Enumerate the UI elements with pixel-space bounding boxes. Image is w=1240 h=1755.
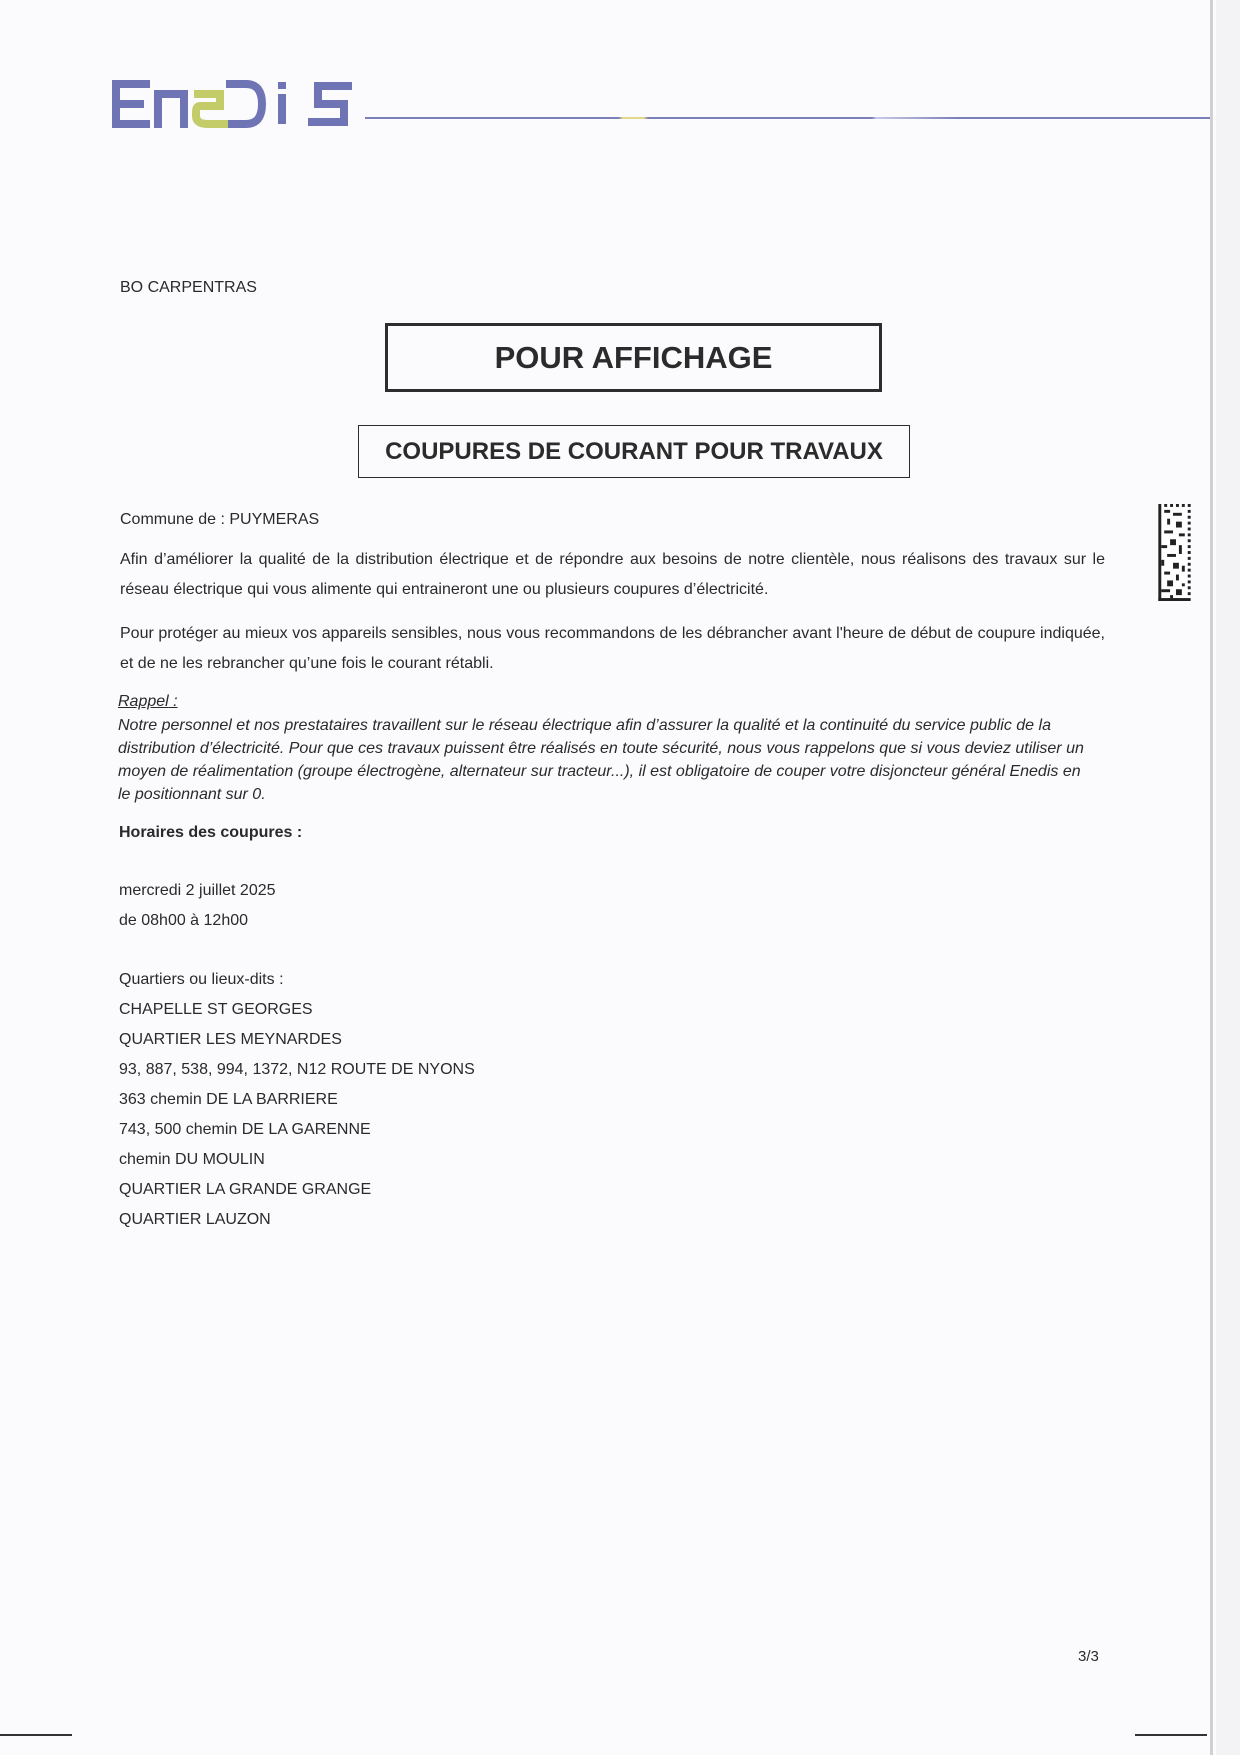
- footer-rule-right: [1135, 1734, 1207, 1736]
- list-item: 93, 887, 538, 994, 1372, N12 ROUTE DE NYONS: [119, 1061, 475, 1078]
- list-item: QUARTIER LES MEYNARDES: [119, 1031, 342, 1048]
- page-number: 3/3: [1078, 1648, 1099, 1665]
- datamatrix-code: [1158, 504, 1191, 601]
- list-item: CHAPELLE ST GEORGES: [119, 1001, 313, 1018]
- schedule-time: de 08h00 à 12h00: [119, 912, 249, 929]
- rappel-text: Notre personnel et nos prestataires travaillent sur le réseau électrique afin d’assurer la qualité et la continuité du service public de la distribution d’électricité. Pour que ces travaux puissent être réalisés en toute sécurité, nous vous rappelons que si vous deviez utiliser un moyen de réalimentation (groupe électrogène, alternateur sur tracteur...), il est obligatoire de couper votre disjoncteur général Enedis en le positionnant sur 0.: [118, 717, 1084, 803]
- list-item: QUARTIER LAUZON: [119, 1211, 271, 1228]
- schedule-date: mercredi 2 juillet 2025: [119, 882, 276, 899]
- notice-title: POUR AFFICHAGE: [385, 323, 882, 392]
- commune-line: Commune de : PUYMERAS: [120, 511, 320, 528]
- header-rule: [365, 117, 1210, 119]
- schedule-heading: Horaires des coupures :: [119, 824, 303, 841]
- rappel-label: Rappel :: [118, 693, 178, 710]
- enedis-logo: [112, 78, 352, 130]
- intro-paragraph: Afin d’améliorer la qualité de la distribution électrique et de répondre aux besoins de notre clientèle, nous réalisons des travaux sur le réseau électrique qui vous alimente qui entraineront une ou plusieurs coupures d’électricité.: [120, 551, 1105, 598]
- advice-paragraph: Pour protéger au mieux vos appareils sensibles, nous vous recommandons de les débrancher avant l'heure de début de coupure indiquée, et de ne les rebrancher qu’une fois le courant rétabli.: [120, 625, 1105, 672]
- scan-margin: [1216, 0, 1240, 1755]
- office-name: BO CARPENTRAS: [120, 279, 257, 296]
- footer-rule-left: [0, 1734, 72, 1736]
- list-item: 363 chemin DE LA BARRIERE: [119, 1091, 338, 1108]
- scan-edge: [1210, 0, 1213, 1755]
- list-item: QUARTIER LA GRANDE GRANGE: [119, 1181, 372, 1198]
- locations-heading: Quartiers ou lieux-dits :: [119, 971, 284, 988]
- notice-subtitle: COUPURES DE COURANT POUR TRAVAUX: [358, 425, 910, 478]
- list-item: chemin DU MOULIN: [119, 1151, 265, 1168]
- list-item: 743, 500 chemin DE LA GARENNE: [119, 1121, 371, 1138]
